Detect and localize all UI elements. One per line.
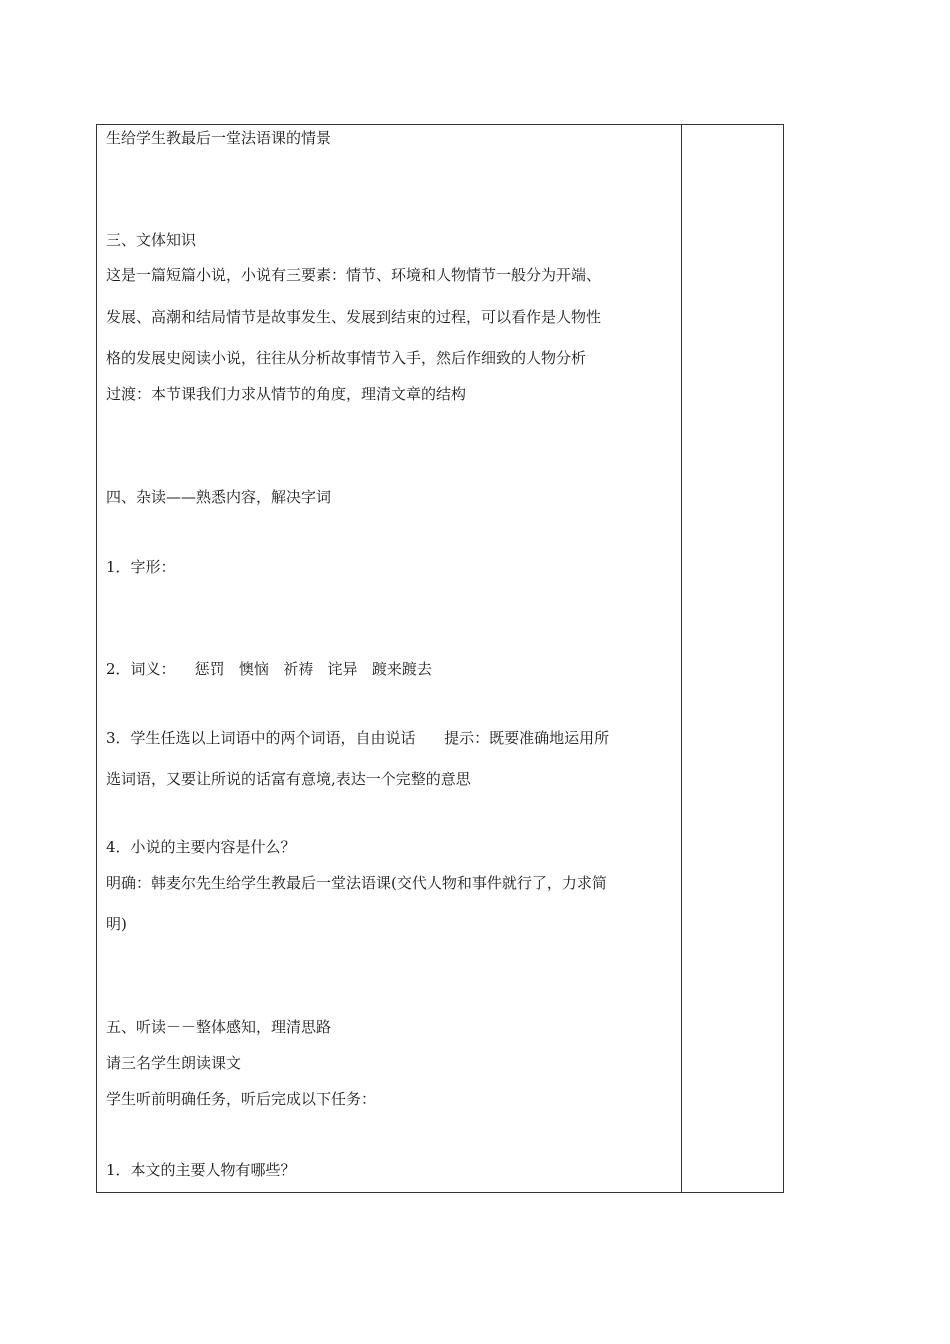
section-heading: 五、听读－－整体感知，理清思路 [106,1018,332,1036]
text-line: 这是一篇短篇小说，小说有三要素：情节、环境和人物情节一般分为开端、 [106,266,602,284]
text-line: 明) [106,915,127,933]
text-line: 2．词义： 惩罚 懊恼 祈祷 诧异 踱来踱去 [106,660,432,678]
text-line: 学生听前明确任务，听后完成以下任务： [106,1090,377,1108]
text-line: 请三名学生朗读课文 [106,1054,242,1072]
text-line: 发展、高潮和结局情节是故事发生、发展到结束的过程，可以看作是人物性 [106,308,602,326]
text-line: 4．小说的主要内容是什么？ [106,838,296,856]
section-heading: 四、杂读——熟悉内容，解决字词 [106,488,332,506]
text-line: 3．学生任选以上词语中的两个词语，自由说话 提示：既要准确地运用所 [106,729,610,747]
text-line: 过渡：本节课我们力求从情节的角度，理清文章的结构 [106,385,467,403]
text-line: 生给学生教最后一堂法语课的情景 [106,129,332,147]
text-line: 1．字形： [106,558,176,576]
text-line: 明确：韩麦尔先生给学生教最后一堂法语课(交代人物和事件就行了，力求简 [106,874,607,892]
text-line: 1．本文的主要人物有哪些？ [106,1161,296,1179]
column-divider [681,124,682,1193]
text-line: 选词语，又要让所说的话富有意境,表达一个完整的意思 [106,770,471,788]
section-heading: 三、文体知识 [106,231,197,249]
text-line: 格的发展史阅读小说，往往从分析故事情节入手，然后作细致的人物分析 [106,349,587,367]
